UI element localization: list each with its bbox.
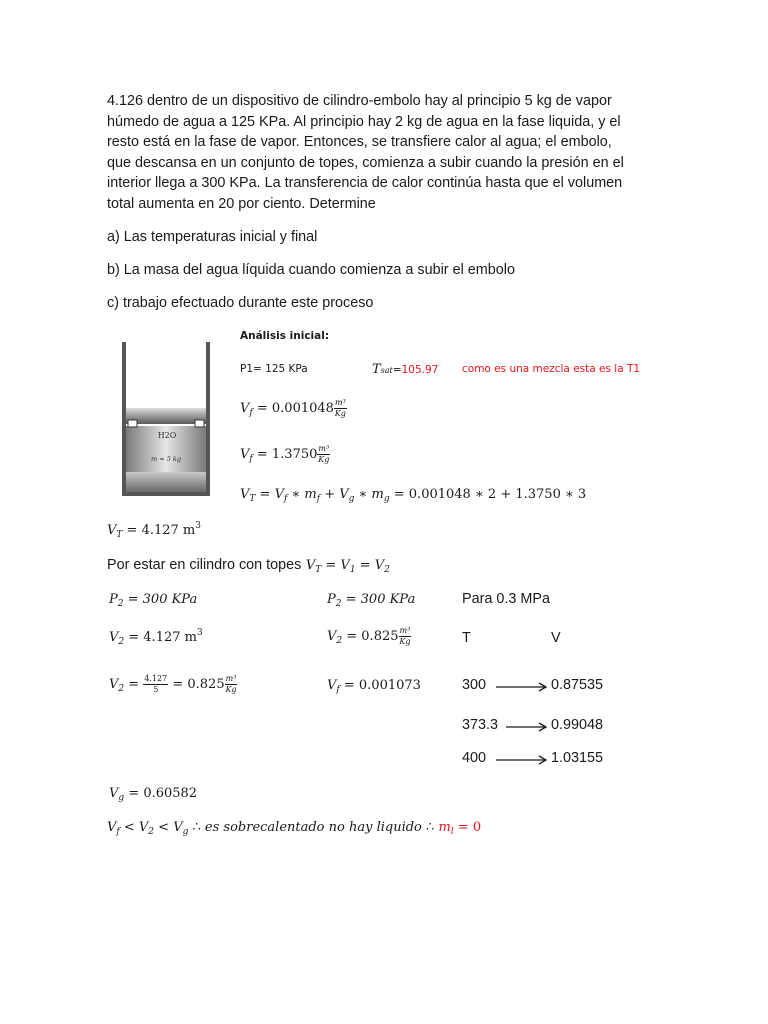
- v2-left: $V_2 = 4.127$ $m^3$: [109, 628, 203, 647]
- p2-middle: $P_2 = 300$ KPa: [327, 592, 416, 609]
- arrow-icon: [495, 754, 549, 766]
- table-row-v: 0.87535: [551, 677, 604, 693]
- arrow-icon: [505, 721, 549, 733]
- vg-equation: $V_f = 1.3750$ $\frac{\text{m³}}{Kg}$: [240, 444, 330, 464]
- tsat-equation: Tsat=105.97: [372, 362, 439, 377]
- figure-mass-label: m = 5 kg: [150, 455, 182, 463]
- vg-result: $V_g = 0.60582$: [109, 786, 198, 803]
- statement-line: total aumenta en 20 por ciento. Determine: [107, 195, 376, 212]
- tsat-note: como es una mezcla esta es la T1: [462, 363, 641, 375]
- left-stop: [128, 420, 137, 427]
- liquid-region: [126, 472, 206, 492]
- p2-left: $P_2 = 300$ KPa: [109, 592, 198, 609]
- statement-line: 4.126 dentro de un dispositivo de cilindro-embolo hay al principio 5 kg de vapor: [107, 93, 612, 109]
- analysis-heading: Análisis inicial:: [240, 330, 330, 342]
- table-header: Para 0.3 MPa: [462, 591, 550, 607]
- table-row-t-highlight: 373.3: [462, 717, 499, 733]
- piston: [126, 408, 206, 424]
- arrow-icon: [495, 681, 549, 693]
- part-b: b) La masa del agua líquida cuando comienza a subir el embolo: [107, 262, 515, 278]
- cylinder-right-wall: [206, 342, 210, 494]
- cylinder-base: [122, 492, 210, 496]
- part-a: a) Las temperaturas inicial y final: [107, 229, 318, 245]
- vt-result: $V_T = 4.127$ $m^3$: [107, 521, 201, 540]
- statement-line: interior llega a 300 KPa. La transferencia de calor continúa hasta que el volumen: [107, 175, 623, 191]
- tsat-value: 105.97: [401, 364, 439, 376]
- table-col-t: T: [462, 630, 471, 646]
- vf-middle: $V_f = 0.001073$: [327, 678, 421, 695]
- vt-equation: $V_T = V_f$ ∗ $m_f + V_g$ ∗ $m_g = 0.001048$ ∗ 2 + 1.3750 ∗ 3: [240, 487, 587, 504]
- v2-specific-left: $V_2$ = $\frac{4.127}{5}$ = 0.825 $\frac{\text{m³}}{Kg}$: [109, 674, 237, 694]
- p1-value: P1= 125 KPa: [240, 363, 308, 375]
- problem-statement: [107, 91, 624, 214]
- statement-line: húmedo de agua a 125 KPa. Al principio hay 2 kg de agua en la fase liquida, y el: [107, 113, 621, 130]
- piston-cylinder-figure: [118, 340, 214, 498]
- statement-line: que descansa en un conjunto de topes, comienza a subir cuando la presión en el: [107, 154, 624, 171]
- part-c: c) trabajo efectuado durante este proceso: [107, 295, 374, 311]
- conclusion: $V_f < V_2 < V_g$ ∴ es sobrecalentado no hay liquido ∴ $m_l = 0$: [107, 820, 482, 837]
- v2-middle: $V_2 = 0.825$ $\frac{\text{m³}}{Kg}$: [327, 626, 411, 646]
- table-row-t: 400: [462, 750, 487, 766]
- cylinder-left-wall: [122, 342, 126, 494]
- right-stop: [195, 420, 204, 427]
- table-col-v: V: [551, 630, 561, 646]
- statement-line: resto está en la fase de vapor. Entonces, se transfiere calor al agua; el embolo,: [107, 134, 612, 150]
- topes-line: Por estar en cilindro con topes $V_T = V_1 = V_2$: [107, 557, 390, 575]
- vf-equation: $V_f = 0.001048$ $\frac{\text{m³}}{Kg}$: [240, 398, 346, 418]
- table-row-v: 0.99048: [551, 717, 604, 733]
- table-row-v: 1.03155: [551, 750, 604, 766]
- table-row-t: 300: [462, 677, 487, 693]
- ml-result: $m_l = 0$: [438, 820, 482, 837]
- figure-substance-label: H2O: [157, 431, 177, 440]
